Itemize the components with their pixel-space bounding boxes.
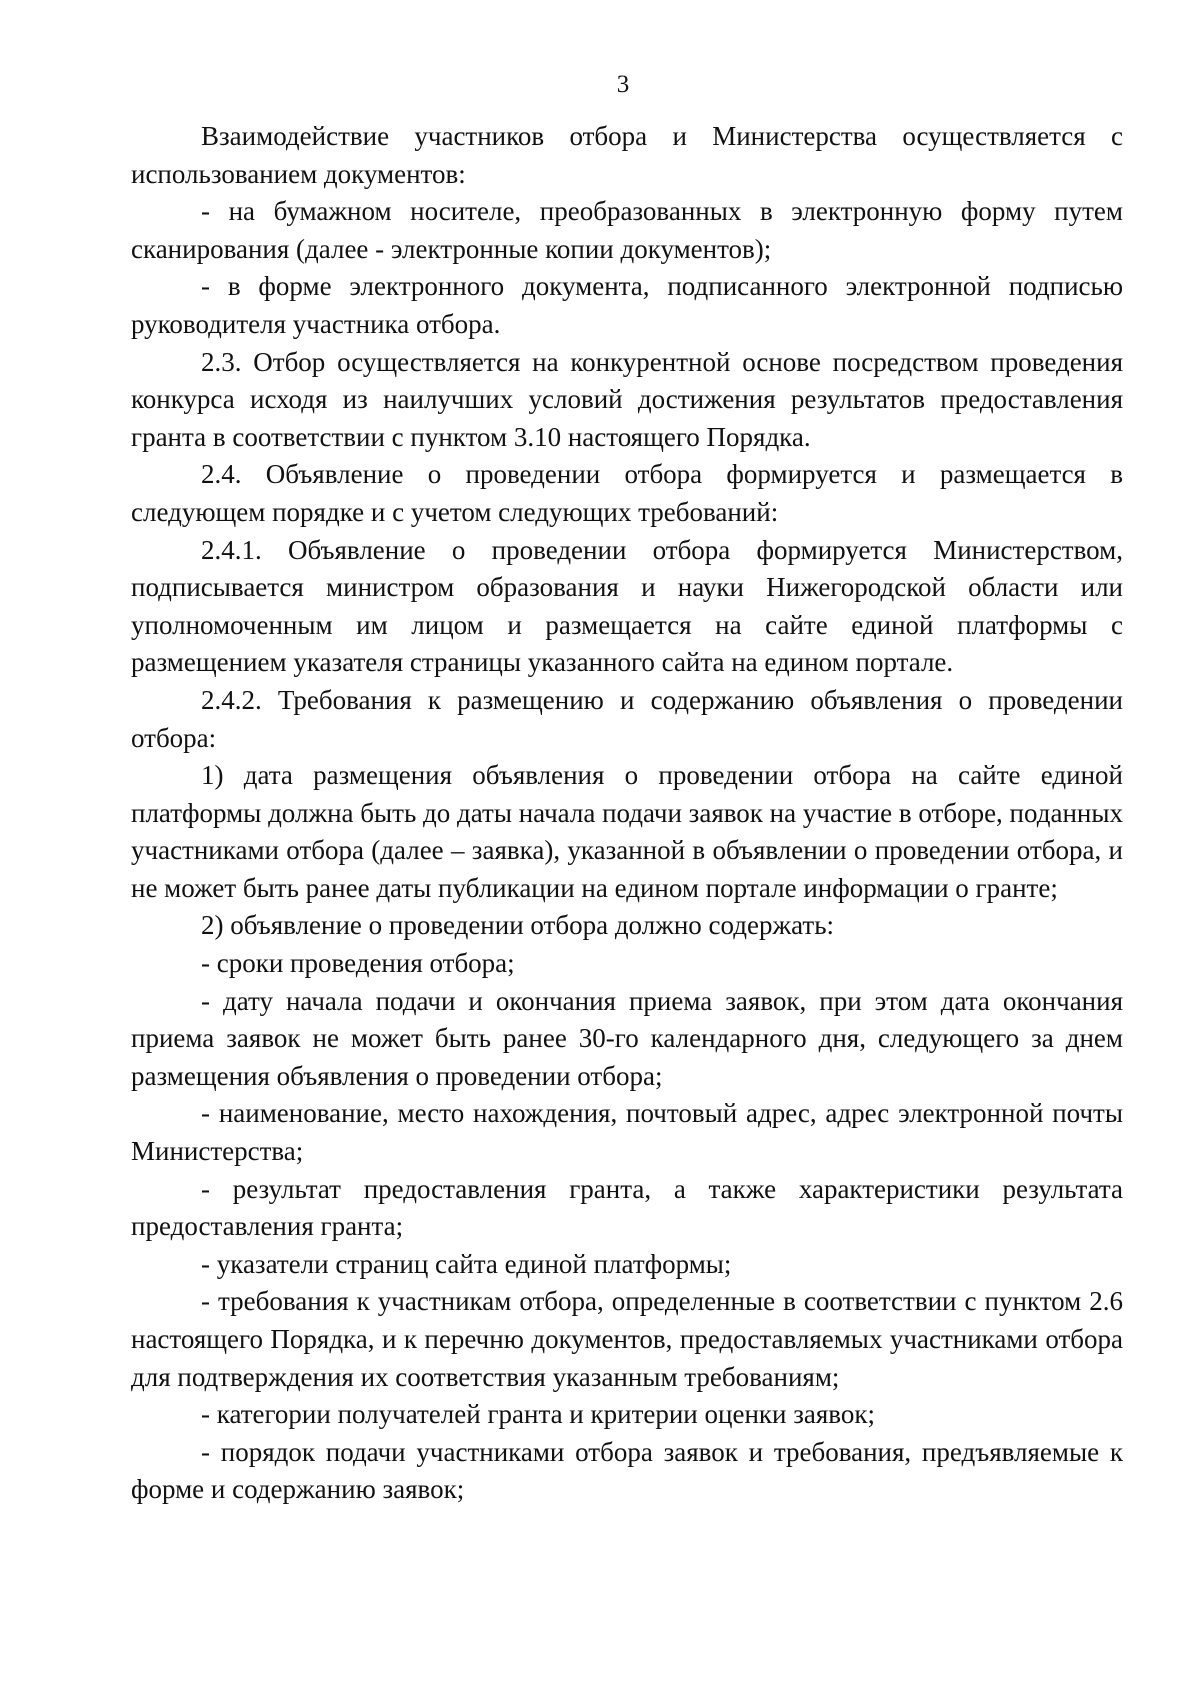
list-item-contacts: - наименование, место нахождения, почтовый адрес, адрес электронной почты Министерства;: [131, 1098, 1123, 1167]
list-item-result: - результат предоставления гранта, а также характеристики результата предоставления гранта;: [131, 1173, 1123, 1242]
document-body: [131, 118, 1123, 1509]
paragraph-electronic-documents: - в форме электронного документа, подписанного электронной подписью руководителя участника отбора.: [131, 271, 1123, 339]
paragraph-paper-documents: - на бумажном носителе, преобразованных в электронную форму путем сканирования (далее - электронные копии документов);: [131, 196, 1123, 264]
paragraph-item-2: 2) объявление о проведении отбора должно содержать:: [201, 910, 835, 941]
page-number: 3: [616, 71, 630, 98]
paragraph-item-1: 1) дата размещения объявления о проведении отбора на сайте единой платформы должна быть до даты начала подачи заявок на участие в отборе, поданных участниками отбора (далее – заявка), указанной в объявлении о проведении отбора, и не может быть ранее даты публикации на едином портале информации о гранте;: [131, 760, 1123, 903]
paragraph-2-4-1: 2.4.1. Объявление о проведении отбора формируется Министерством, подписывается министром образования и науки Нижегородской области или уполномоченным им лицом и размещается на сайте единой платформы с размещением указателя страницы указанного сайта на едином портале.: [131, 534, 1123, 678]
paragraph-2-4-2: 2.4.2. Требования к размещению и содержанию объявления о проведении отбора:: [131, 684, 1123, 753]
list-item-requirements: - требования к участникам отбора, определенные в соответствии с пунктом 2.6 настоящего Порядка, и к перечню документов, предоставляемых участниками отбора для подтверждения их соответствия указанным требованиям;: [131, 1286, 1123, 1392]
list-item-categories: - категории получателей гранта и критерии оценки заявок;: [201, 1399, 875, 1430]
list-item-terms: - сроки проведения отбора;: [201, 948, 515, 979]
paragraph-interaction: Взаимодействие участников отбора и Министерства осуществляется с использованием документов:: [131, 121, 1123, 189]
list-item-dates: - дату начала подачи и окончания приема заявок, при этом дата окончания приема заявок не может быть ранее 30-го календарного дня, следующего за днем размещения объявления о проведении отбора;: [131, 985, 1123, 1091]
list-item-pointers: - указатели страниц сайта единой платформы;: [201, 1248, 732, 1279]
paragraph-2-3: 2.3. Отбор осуществляется на конкурентной основе посредством проведения конкурса исходя из наилучших условий достижения результатов предоставления гранта в соответствии с пунктом 3.10 настоящего Порядка.: [131, 346, 1123, 452]
paragraph-2-4: 2.4. Объявление о проведении отбора формируется и размещается в следующем порядке и с учетом следующих требований:: [131, 459, 1123, 527]
list-item-submission-order: - порядок подачи участниками отбора заявок и требования, предъявляемые к форме и содержанию заявок;: [131, 1436, 1123, 1505]
